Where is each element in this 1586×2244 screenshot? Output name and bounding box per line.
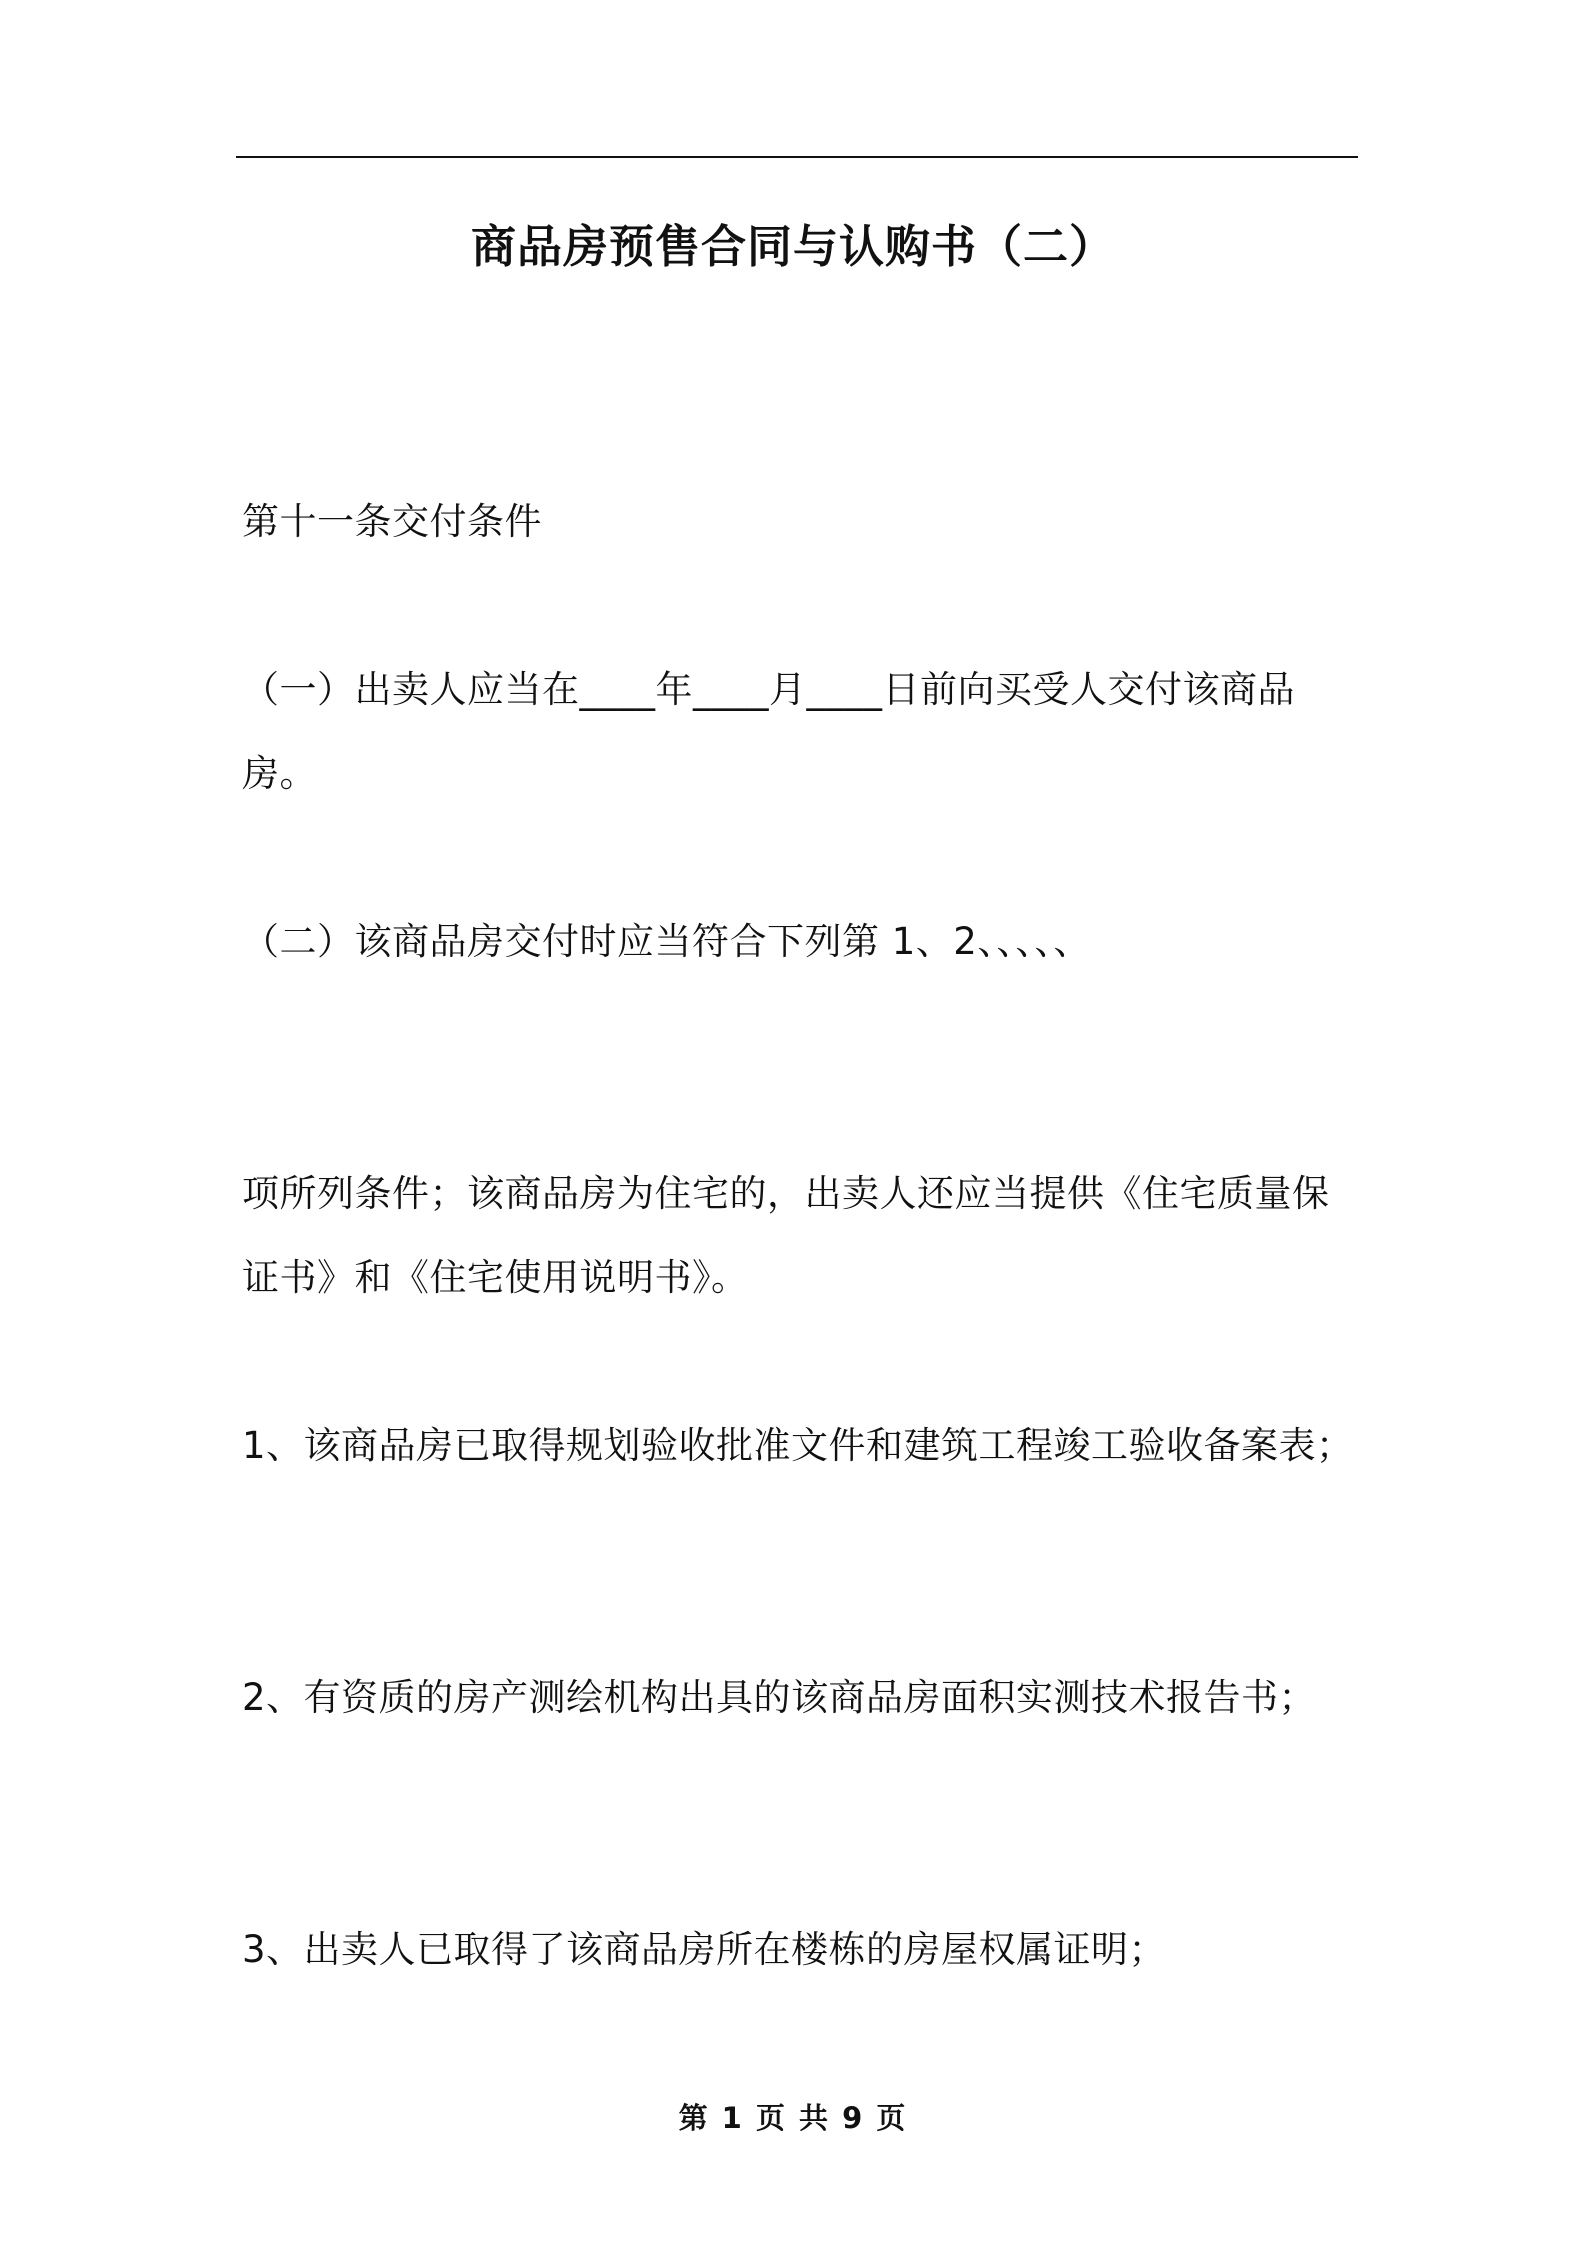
condition-1-paragraph: 1、该商品房已取得规划验收批准文件和建筑工程竣工验收备案表； bbox=[242, 1424, 1354, 1467]
condition-3-paragraph: 3、出卖人已取得了该商品房所在楼栋的房屋权属证明； bbox=[242, 1928, 1167, 1971]
header-rule bbox=[236, 156, 1358, 158]
document-title: 商品房预售合同与认购书（二） bbox=[470, 220, 1115, 273]
condition-2-paragraph: 2、有资质的房产测绘机构出具的该商品房面积实测技术报告书； bbox=[242, 1676, 1317, 1719]
article-heading: 第十一条交付条件 bbox=[242, 500, 542, 543]
clause-1-paragraph: （一）出卖人应当在____年____月____日前向买受人交付该商品房。 bbox=[242, 668, 1295, 795]
clause-2-continuation-paragraph: 项所列条件；该商品房为住宅的，出卖人还应当提供《住宅质量保证书》和《住宅使用说明书》。 bbox=[242, 1172, 1330, 1299]
clause-2-paragraph: （二）该商品房交付时应当符合下列第 1、2、、、、、 bbox=[242, 920, 1091, 963]
page-footer: 第 1 页 共 9 页 bbox=[678, 2101, 908, 2135]
